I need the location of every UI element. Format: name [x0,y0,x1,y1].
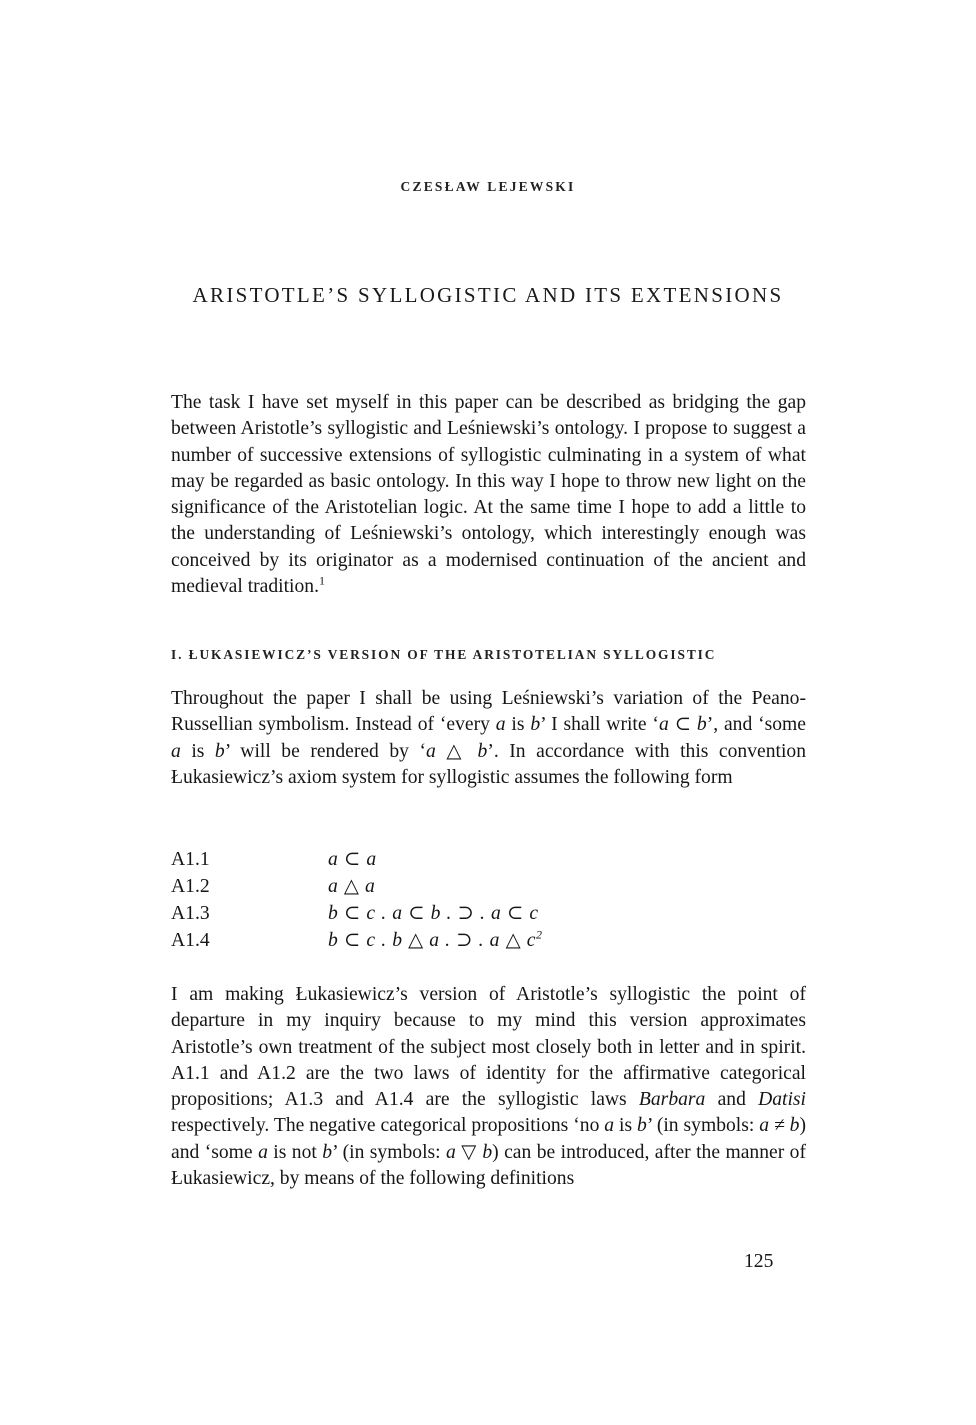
text-run: ’ will be rendered by ‘ [224,740,427,762]
text-run: ) can be introduced, after the manner of Łukasiewicz, by means of the following definitions [171,1141,806,1190]
axiom-label: A1.3 [171,903,210,924]
variable: a [258,1141,268,1163]
axiom-list [171,846,811,954]
section-heading: I. ŁUKASIEWICZ’S VERSION OF THE ARISTOTELIAN SYLLOGISTIC [171,647,717,662]
axiom-label: A1.1 [171,849,210,870]
body-paragraph-1 [171,686,806,791]
text-run: ) and ‘some [171,1115,806,1163]
footnote-mark: 1 [319,573,325,588]
variable: a [495,714,506,736]
variable: a [171,740,181,762]
intro-paragraph [171,390,806,600]
text-run: is [180,740,215,762]
inline-formula: a ≠ b [759,1115,800,1137]
formula-text: b ⊂ c . b △ a . ⊃ . a △ c [328,930,537,951]
variable: a [604,1115,615,1137]
text-run: respectively. The negative categorical propositions ‘no [171,1115,605,1137]
emphasis: Datisi [758,1089,806,1111]
axiom-row [171,900,811,927]
inline-formula: a △ b [426,740,488,762]
text-run: ’, and ‘some [706,714,806,736]
axiom-row [171,846,811,873]
variable: b [530,714,541,736]
body-paragraph-2 [171,982,806,1192]
variable: b [637,1115,647,1137]
text-run: Throughout the paper I shall be using Leśniewski’s variation of the Peano-Russellian symbolism. Instead of ‘every [171,688,806,736]
emphasis: Barbara [638,1089,706,1111]
text-run: is not [267,1141,323,1163]
text-run: ’ I shall write ‘ [540,714,659,736]
axiom-row [171,873,811,900]
inline-formula: a ▽ b [446,1141,493,1163]
axiom-formula: a △ a [328,876,376,897]
axiom-formula [328,927,543,954]
page-number: 125 [744,1251,774,1272]
footnote-mark: 2 [536,927,543,942]
variable: b [322,1141,333,1163]
text-run: is [614,1115,638,1137]
author-name: CZESŁAW LEJEWSKI [400,179,576,194]
axiom-label: A1.2 [171,876,210,897]
axiom-formula: a ⊂ a [328,849,377,870]
text-run: I am making Łukasiewicz’s version of Aristotle’s syllogistic the point of departure in my inquiry because to my mind this version approximates Aristotle’s own treatment of the subject most closely both in letter and in spirit. A1.1 and A1.2 are the two laws of identity for the affirmative categorical propositions; A1.3 and A1.4 are the syllogistic laws [171,984,806,1111]
axiom-formula: b ⊂ c . a ⊂ b . ⊃ . a ⊂ c [328,903,539,924]
variable: b [214,740,225,762]
text-run: and [705,1089,759,1111]
text-run: ’ (in symbols: [332,1141,447,1163]
inline-formula: a ⊂ b [658,714,707,736]
text-run: ’. In accordance with this convention Łukasiewicz’s axiom system for syllogistic assumes the following form [171,740,806,788]
paper-title: ARISTOTLE’S SYLLOGISTIC AND ITS EXTENSIONS [192,283,784,307]
intro-text: The task I have set myself in this paper can be described as bridging the gap between Aristotle’s syllogistic and Leśniewski’s ontology. I propose to suggest a number of successive extensions of syllogistic culminating in a system of what may be regarded as basic ontology. In this way I hope to throw new light on the significance of the Aristotelian logic. At the same time I hope to add a little to the understanding of Leśniewski’s ontology, which interestingly enough was conceived by its originator as a modernised continuation of the ancient and medieval tradition. [171,392,806,598]
text-run: is [505,714,531,736]
text-run: ’ (in symbols: [646,1115,760,1137]
axiom-row [171,927,811,954]
axiom-label: A1.4 [171,930,210,951]
